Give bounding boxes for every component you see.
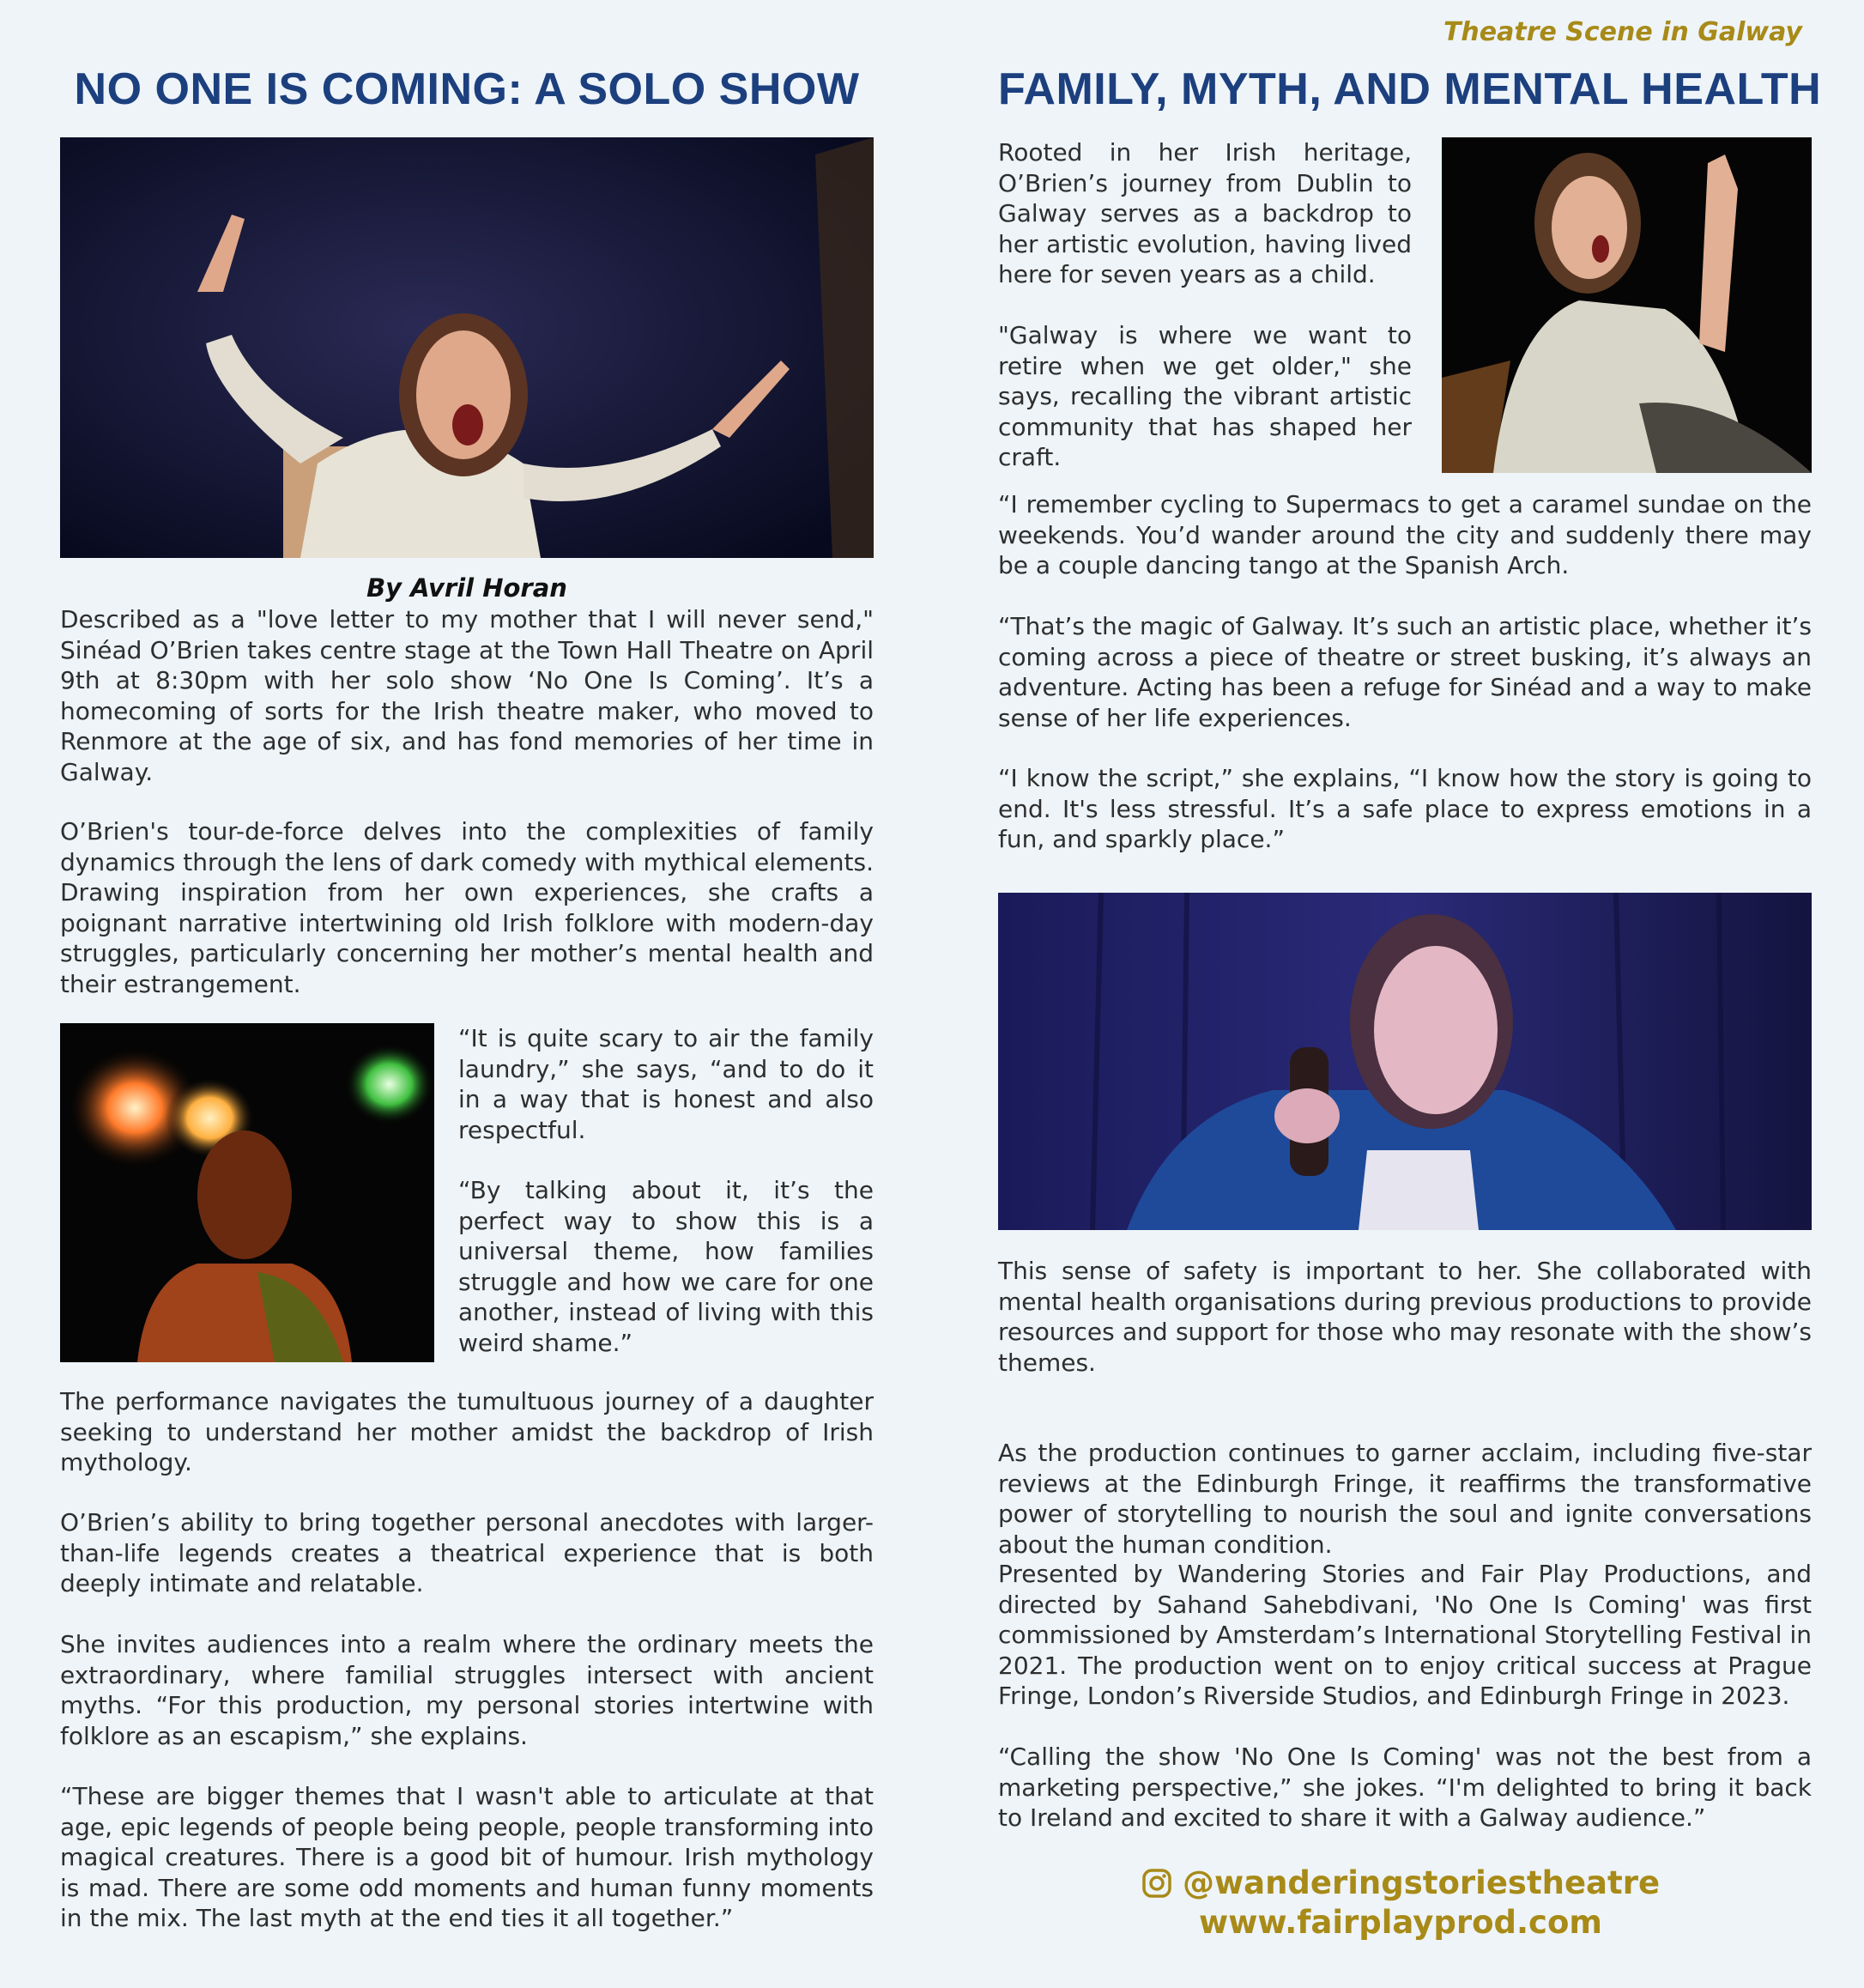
performer-photo-arms-raised (60, 137, 874, 558)
right-paragraph-5: “I know the script,” she explains, “I know how the story is going to end. It's less stressful. It’s a safe place to express emotions in a fun, and sparkly place.” (998, 764, 1812, 853)
performer-photo-blue-light (998, 893, 1812, 1230)
performer-silhouette-photo (60, 1023, 434, 1362)
left-paragraph-2: O’Brien's tour-de-force delves into the complexities of family dynamics through the lens of dark comedy with mythical elements. Drawing inspiration from her own experiences, she crafts a poignant narrative intertwining old Irish folklore with modern-day struggles, particularly concerning her mother’s mental health and their estrangement. (60, 817, 874, 998)
right-paragraph-9: “Calling the show 'No One Is Coming' was not the best from a marketing perspective,” she jokes. “I'm delighted to bring it back to Ireland and excited to share it with a Galway audience.” (998, 1743, 1812, 1832)
instagram-handle-link[interactable]: @wanderingstoriestheatre (1182, 1864, 1661, 1901)
right-headline: FAMILY, MYTH, AND MENTAL HEALTH (998, 64, 1822, 114)
performer-photo-hand-raised (1442, 137, 1812, 473)
right-paragraph-1: Rooted in her Irish heritage, O’Brien’s journey from Dublin to Galway serves as a backdrop to her artistic evolution, having lived here for seven years as a child. (998, 138, 1412, 288)
left-paragraph-3: The performance navigates the tumultuous journey of a daughter seeking to understand her mother amidst the backdrop of Irish mythology. (60, 1387, 874, 1476)
left-quote-2: “By talking about it, it’s the perfect way to show this is a universal theme, how families struggle and how we care for one another, instead of living with this weird shame.” (458, 1176, 874, 1357)
left-quote-1: “It is quite scary to air the family laundry,” she says, “and to do it in a way that is honest and also respectful. (458, 1024, 874, 1144)
right-paragraph-7: As the production continues to garner acclaim, including five-star reviews at the Edinburgh Fringe, it reaffirms the transformative power of storytelling to nourish the soul and ignite conversations about the human condition. (998, 1439, 1812, 1559)
left-paragraph-1: Described as a "love letter to my mother that I will never send," Sinéad O’Brien takes centre stage at the Town Hall Theatre on April 9th at 8:30pm with her solo show ‘No One Is Coming’. It’s a homecoming of sorts for the Irish theatre maker, who moved to Renmore at the age of six, and has fond memories of her time in Galway. (60, 605, 874, 786)
website-link[interactable]: www.fairplayprod.com (1199, 1904, 1602, 1941)
left-paragraph-6: “These are bigger themes that I wasn't able to articulate at that age, epic legends of people being people, people transforming into magical creatures. There is a good bit of humour. Irish mythology is mad. There are some odd moments and human funny moments in the mix. The last myth at the end ties it all together.” (60, 1782, 874, 1932)
right-paragraph-4: “That’s the magic of Galway. It’s such an artistic place, whether it’s coming across a piece of theatre or street busking, it’s always an adventure. Acting has been a refuge for Sinéad and a way to make sense of her life experiences. (998, 612, 1812, 732)
byline: By Avril Horan (366, 573, 567, 603)
right-paragraph-3: “I remember cycling to Supermacs to get a caramel sundae on the weekends. You’d wander around the city and suddenly there may be a couple dancing tango at the Spanish Arch. (998, 490, 1812, 579)
right-paragraph-2: "Galway is where we want to retire when we get older," she says, recalling the vibrant artistic community that has shaped her craft. (998, 321, 1412, 471)
section-tag: Theatre Scene in Galway (1443, 17, 1802, 47)
instagram-icon (1141, 1868, 1172, 1906)
instagram-handle-row (998, 1864, 1803, 1906)
left-paragraph-5: She invites audiences into a realm where the ordinary meets the extraordinary, where familial struggles intersect with ancient myths. “For this production, my personal stories intertwine with folklore as an escapism,” she explains. (60, 1630, 874, 1750)
left-headline: NO ONE IS COMING: A SOLO SHOW (74, 64, 860, 114)
right-paragraph-6: This sense of safety is important to her. She collaborated with mental health organisations during previous productions to provide resources and support for those who may resonate with the show’s themes. (998, 1257, 1812, 1377)
left-paragraph-4: O’Brien’s ability to bring together personal anecdotes with larger-than-life legends creates a theatrical experience that is both deeply intimate and relatable. (60, 1508, 874, 1597)
right-paragraph-8: Presented by Wandering Stories and Fair Play Productions, and directed by Sahand Sahebdivani, 'No One Is Coming' was first commissioned by Amsterdam’s International Storytelling Festival in 2021. The production went on to enjoy critical success at Prague Fringe, London’s Riverside Studios, and Edinburgh Fringe in 2023. (998, 1560, 1812, 1710)
